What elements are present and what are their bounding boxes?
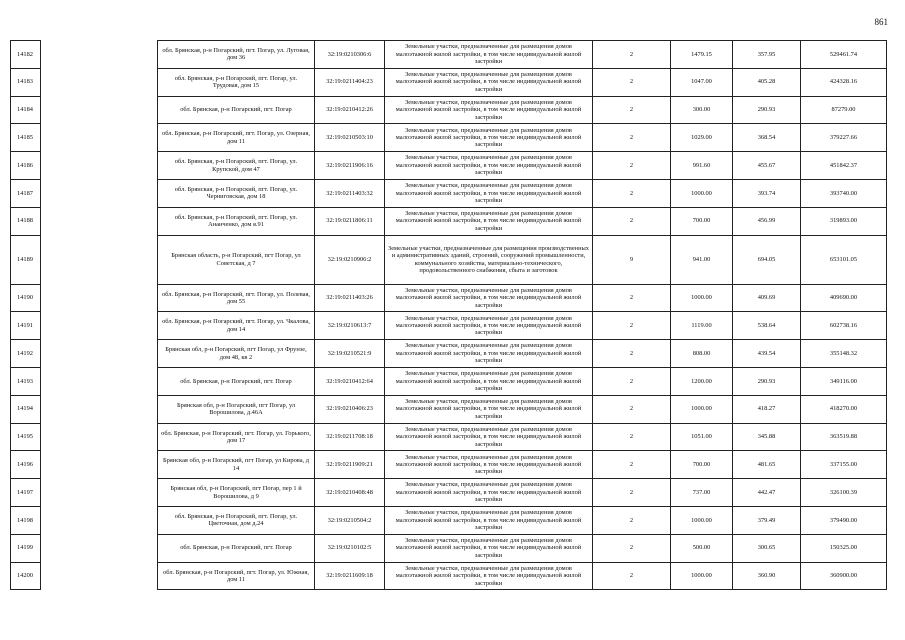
spacer-cell	[41, 207, 158, 235]
row-number: 14188	[11, 207, 41, 235]
specific-value-cell: 379.49	[733, 506, 801, 534]
cadastral-value-cell: 602738.16	[801, 312, 887, 340]
spacer-cell	[41, 340, 158, 368]
specific-value-cell: 694.05	[733, 235, 801, 284]
row-number: 14200	[11, 562, 41, 590]
address-cell: обл. Брянская, р-н Погарский, пгт. Погар, ул. Крупской, дом 47	[158, 152, 315, 180]
table-row	[11, 562, 887, 590]
cadastral-value-cell: 87279.00	[801, 96, 887, 124]
area-cell: 1000.00	[671, 395, 733, 423]
table-row	[11, 41, 887, 69]
cadastral-value-cell: 424328.16	[801, 68, 887, 96]
table-row	[11, 451, 887, 479]
table-row	[11, 395, 887, 423]
cadastral-value-cell: 418270.00	[801, 395, 887, 423]
row-number: 14197	[11, 479, 41, 507]
area-cell: 1000.00	[671, 284, 733, 312]
address-cell: обл. Брянская, р-н Погарский, пгт. Погар, ул. Озерная, дом 11	[158, 124, 315, 152]
address-cell: обл. Брянская, р-н Погарский, пгт. Погар, ул. Черниговская, дом 18	[158, 179, 315, 207]
area-cell: 700.00	[671, 207, 733, 235]
group-cell: 2	[593, 68, 671, 96]
specific-value-cell: 368.54	[733, 124, 801, 152]
row-number: 14190	[11, 284, 41, 312]
cadastral-value-cell: 363519.88	[801, 423, 887, 451]
area-cell: 941.00	[671, 235, 733, 284]
land-use-cell: Земельные участки, предназначенные для размещения домов малоэтажной жилой застройки, в том числе индивидуальной жилой застройки	[385, 68, 593, 96]
row-number: 14198	[11, 506, 41, 534]
address-cell: Брянская обл, р-н Погарский, пгт Погар, ул Фрунзе, дом 48, кв 2	[158, 340, 315, 368]
spacer-cell	[41, 235, 158, 284]
cadastral-number-cell: 32:19:0210408:48	[315, 479, 385, 507]
row-number: 14184	[11, 96, 41, 124]
area-cell: 1000.00	[671, 506, 733, 534]
specific-value-cell: 481.65	[733, 451, 801, 479]
table-row	[11, 124, 887, 152]
row-number: 14193	[11, 367, 41, 395]
land-use-cell: Земельные участки, предназначенные для размещения домов малоэтажной жилой застройки, в том числе индивидуальной жилой застройки	[385, 395, 593, 423]
land-use-cell: Земельные участки, предназначенные для размещения домов малоэтажной жилой застройки, в том числе индивидуальной жилой застройки	[385, 207, 593, 235]
spacer-cell	[41, 96, 158, 124]
address-cell: Брянская обл, р-н Погарский, пгт Погар, пер 1 й Ворошилова, д 9	[158, 479, 315, 507]
land-use-cell: Земельные участки, предназначенные для размещения домов малоэтажной жилой застройки, в том числе индивидуальной жилой застройки	[385, 340, 593, 368]
group-cell: 2	[593, 395, 671, 423]
specific-value-cell: 405.28	[733, 68, 801, 96]
cadastral-value-cell: 379227.66	[801, 124, 887, 152]
spacer-cell	[41, 68, 158, 96]
group-cell: 2	[593, 179, 671, 207]
address-cell: обл. Брянская, р-н Погарский, пгт. Погар	[158, 534, 315, 562]
group-cell: 2	[593, 506, 671, 534]
cadastral-number-cell: 32:19:0210102:5	[315, 534, 385, 562]
land-use-cell: Земельные участки, предназначенные для размещения домов малоэтажной жилой застройки, в том числе индивидуальной жилой застройки	[385, 124, 593, 152]
group-cell: 2	[593, 124, 671, 152]
row-number: 14195	[11, 423, 41, 451]
area-cell: 737.00	[671, 479, 733, 507]
land-use-cell: Земельные участки, предназначенные для размещения домов малоэтажной жилой застройки, в том числе индивидуальной жилой застройки	[385, 312, 593, 340]
group-cell: 2	[593, 152, 671, 180]
cadastral-number-cell: 32:19:0211806:11	[315, 207, 385, 235]
area-cell: 1119.00	[671, 312, 733, 340]
address-cell: обл. Брянская, р-н Погарский, пгт. Погар, ул. Чкалова, дом 14	[158, 312, 315, 340]
group-cell: 2	[593, 312, 671, 340]
area-cell: 1047.00	[671, 68, 733, 96]
group-cell: 2	[593, 41, 671, 69]
cadastral-value-cell: 393740.00	[801, 179, 887, 207]
spacer-cell	[41, 179, 158, 207]
address-cell: обл. Брянская, р-н Погарский, пгт. Погар, ул. Южная, дом 11	[158, 562, 315, 590]
cadastral-number-cell: 32:19:0211609:18	[315, 562, 385, 590]
page-number: 861	[874, 17, 888, 27]
table-row	[11, 152, 887, 180]
specific-value-cell: 300.65	[733, 534, 801, 562]
spacer-cell	[41, 451, 158, 479]
cadastral-number-cell: 32:19:0211909:21	[315, 451, 385, 479]
land-use-cell: Земельные участки, предназначенные для размещения домов малоэтажной жилой застройки, в том числе индивидуальной жилой застройки	[385, 479, 593, 507]
specific-value-cell: 456.99	[733, 207, 801, 235]
row-number: 14192	[11, 340, 41, 368]
group-cell: 2	[593, 340, 671, 368]
land-use-cell: Земельные участки, предназначенные для размещения домов малоэтажной жилой застройки, в том числе индивидуальной жилой застройки	[385, 423, 593, 451]
cadastral-value-cell: 379490.00	[801, 506, 887, 534]
area-cell: 1029.00	[671, 124, 733, 152]
area-cell: 1479.15	[671, 41, 733, 69]
spacer-cell	[41, 312, 158, 340]
table-row	[11, 340, 887, 368]
spacer-cell	[41, 395, 158, 423]
land-use-cell: Земельные участки, предназначенные для размещения домов малоэтажной жилой застройки, в том числе индивидуальной жилой застройки	[385, 96, 593, 124]
land-use-cell: Земельные участки, предназначенные для размещения домов малоэтажной жилой застройки, в том числе индивидуальной жилой застройки	[385, 562, 593, 590]
land-use-cell: Земельные участки, предназначенные для размещения домов малоэтажной жилой застройки, в том числе индивидуальной жилой застройки	[385, 367, 593, 395]
table-row	[11, 96, 887, 124]
address-cell: обл. Брянская, р-н Погарский, пгт. Погар, ул. Горького, дом 17	[158, 423, 315, 451]
cadastral-number-cell: 32:19:0210503:10	[315, 124, 385, 152]
address-cell: обл. Брянская, р-н Погарский, пгт. Погар, ул. Цветочная, дом д.24	[158, 506, 315, 534]
area-cell: 1051.00	[671, 423, 733, 451]
table-row	[11, 312, 887, 340]
cadastral-value-cell: 451842.37	[801, 152, 887, 180]
address-cell: обл. Брянская, р-н Погарский, пгт. Погар, ул. Ананченко, дом я.91	[158, 207, 315, 235]
spacer-cell	[41, 506, 158, 534]
cadastral-number-cell: 32:19:0211708:18	[315, 423, 385, 451]
area-cell: 1000.00	[671, 562, 733, 590]
group-cell: 2	[593, 451, 671, 479]
group-cell: 2	[593, 479, 671, 507]
row-number: 14196	[11, 451, 41, 479]
land-use-cell: Земельные участки, предназначенные для размещения производственных и административных зданий, строений, сооружений промышленности, коммунального хозяйства, материально-технического, продовольственного снабжения, сбыта и заготовок	[385, 235, 593, 284]
address-cell: обл. Брянская, р-н Погарский, пгт. Погар	[158, 96, 315, 124]
specific-value-cell: 439.54	[733, 340, 801, 368]
area-cell: 500.00	[671, 534, 733, 562]
row-number: 14187	[11, 179, 41, 207]
table-row	[11, 506, 887, 534]
table-row	[11, 479, 887, 507]
spacer-cell	[41, 367, 158, 395]
spacer-cell	[41, 479, 158, 507]
table-row	[11, 235, 887, 284]
spacer-cell	[41, 534, 158, 562]
table-row	[11, 179, 887, 207]
land-use-cell: Земельные участки, предназначенные для размещения домов малоэтажной жилой застройки, в том числе индивидуальной жилой застройки	[385, 179, 593, 207]
cadastral-number-cell: 32:19:0211403:32	[315, 179, 385, 207]
cadastral-number-cell: 32:19:0211403:26	[315, 284, 385, 312]
land-use-cell: Земельные участки, предназначенные для размещения домов малоэтажной жилой застройки, в том числе индивидуальной жилой застройки	[385, 41, 593, 69]
group-cell: 2	[593, 207, 671, 235]
row-number: 14185	[11, 124, 41, 152]
cadastral-value-table	[10, 40, 887, 590]
spacer-cell	[41, 124, 158, 152]
land-use-cell: Земельные участки, предназначенные для размещения домов малоэтажной жилой застройки, в том числе индивидуальной жилой застройки	[385, 284, 593, 312]
cadastral-number-cell: 32:19:0210504:2	[315, 506, 385, 534]
specific-value-cell: 393.74	[733, 179, 801, 207]
table-body	[11, 41, 887, 590]
cadastral-number-cell: 32:19:0210412:64	[315, 367, 385, 395]
cadastral-number-cell: 32:19:0210521:9	[315, 340, 385, 368]
specific-value-cell: 538.64	[733, 312, 801, 340]
group-cell: 2	[593, 96, 671, 124]
land-use-cell: Земельные участки, предназначенные для размещения домов малоэтажной жилой застройки, в том числе индивидуальной жилой застройки	[385, 506, 593, 534]
area-cell: 991.60	[671, 152, 733, 180]
area-cell: 1000.00	[671, 179, 733, 207]
area-cell: 808.00	[671, 340, 733, 368]
cadastral-value-cell: 337155.00	[801, 451, 887, 479]
address-cell: Брянская обл, р-н Погарский, пгт Погар, ул Ворошилова, д.46А	[158, 395, 315, 423]
cadastral-value-cell: 319893.00	[801, 207, 887, 235]
spacer-cell	[41, 284, 158, 312]
table-row	[11, 367, 887, 395]
cadastral-value-cell: 150325.00	[801, 534, 887, 562]
cadastral-number-cell: 32:19:0211906:16	[315, 152, 385, 180]
cadastral-number-cell: 32:19:0210412:26	[315, 96, 385, 124]
cadastral-number-cell: 32:19:0211404:23	[315, 68, 385, 96]
group-cell: 9	[593, 235, 671, 284]
specific-value-cell: 345.88	[733, 423, 801, 451]
specific-value-cell: 290.93	[733, 367, 801, 395]
cadastral-value-cell: 653101.05	[801, 235, 887, 284]
row-number: 14182	[11, 41, 41, 69]
address-cell: Брянская обл, р-н Погарский, пгт Погар, ул Кирова, д 14	[158, 451, 315, 479]
table-row	[11, 423, 887, 451]
cadastral-number-cell: 32:19:0210406:23	[315, 395, 385, 423]
land-use-cell: Земельные участки, предназначенные для размещения домов малоэтажной жилой застройки, в том числе индивидуальной жилой застройки	[385, 152, 593, 180]
group-cell: 2	[593, 423, 671, 451]
address-cell: обл. Брянская, р-н Погарский, пгт. Погар, ул. Луговая, дом 36	[158, 41, 315, 69]
table-row	[11, 207, 887, 235]
address-cell: Брянская область, р-н Погарский, пгт Погар, ул Советская, д 7	[158, 235, 315, 284]
cadastral-number-cell: 32:19:0210613:7	[315, 312, 385, 340]
specific-value-cell: 409.69	[733, 284, 801, 312]
cadastral-value-cell: 360900.00	[801, 562, 887, 590]
area-cell: 300.00	[671, 96, 733, 124]
group-cell: 2	[593, 284, 671, 312]
table-row	[11, 68, 887, 96]
row-number: 14186	[11, 152, 41, 180]
land-use-cell: Земельные участки, предназначенные для размещения домов малоэтажной жилой застройки, в том числе индивидуальной жилой застройки	[385, 451, 593, 479]
cadastral-number-cell: 32:19:0210906:2	[315, 235, 385, 284]
address-cell: обл. Брянская, р-н Погарский, пгт. Погар	[158, 367, 315, 395]
specific-value-cell: 360.90	[733, 562, 801, 590]
cadastral-value-cell: 409690.00	[801, 284, 887, 312]
spacer-cell	[41, 41, 158, 69]
cadastral-value-cell: 355148.32	[801, 340, 887, 368]
group-cell: 2	[593, 534, 671, 562]
address-cell: обл. Брянская, р-н Погарский, пгт. Погар, ул. Полевая, дом 55	[158, 284, 315, 312]
address-cell: обл. Брянская, р-н Погарский, пгт. Погар, ул. Трудовая, дом 15	[158, 68, 315, 96]
spacer-cell	[41, 562, 158, 590]
cadastral-value-cell: 529461.74	[801, 41, 887, 69]
spacer-cell	[41, 423, 158, 451]
cadastral-value-cell: 349116.00	[801, 367, 887, 395]
row-number: 14199	[11, 534, 41, 562]
group-cell: 2	[593, 562, 671, 590]
table-row	[11, 534, 887, 562]
area-cell: 1200.00	[671, 367, 733, 395]
specific-value-cell: 418.27	[733, 395, 801, 423]
specific-value-cell: 455.67	[733, 152, 801, 180]
cadastral-value-cell: 326100.39	[801, 479, 887, 507]
specific-value-cell: 442.47	[733, 479, 801, 507]
land-use-cell: Земельные участки, предназначенные для размещения домов малоэтажной жилой застройки, в том числе индивидуальной жилой застройки	[385, 534, 593, 562]
area-cell: 700.00	[671, 451, 733, 479]
specific-value-cell: 357.95	[733, 41, 801, 69]
specific-value-cell: 290.93	[733, 96, 801, 124]
row-number: 14194	[11, 395, 41, 423]
row-number: 14183	[11, 68, 41, 96]
cadastral-number-cell: 32:19:0210306:6	[315, 41, 385, 69]
spacer-cell	[41, 152, 158, 180]
group-cell: 2	[593, 367, 671, 395]
row-number: 14189	[11, 235, 41, 284]
table-row	[11, 284, 887, 312]
row-number: 14191	[11, 312, 41, 340]
